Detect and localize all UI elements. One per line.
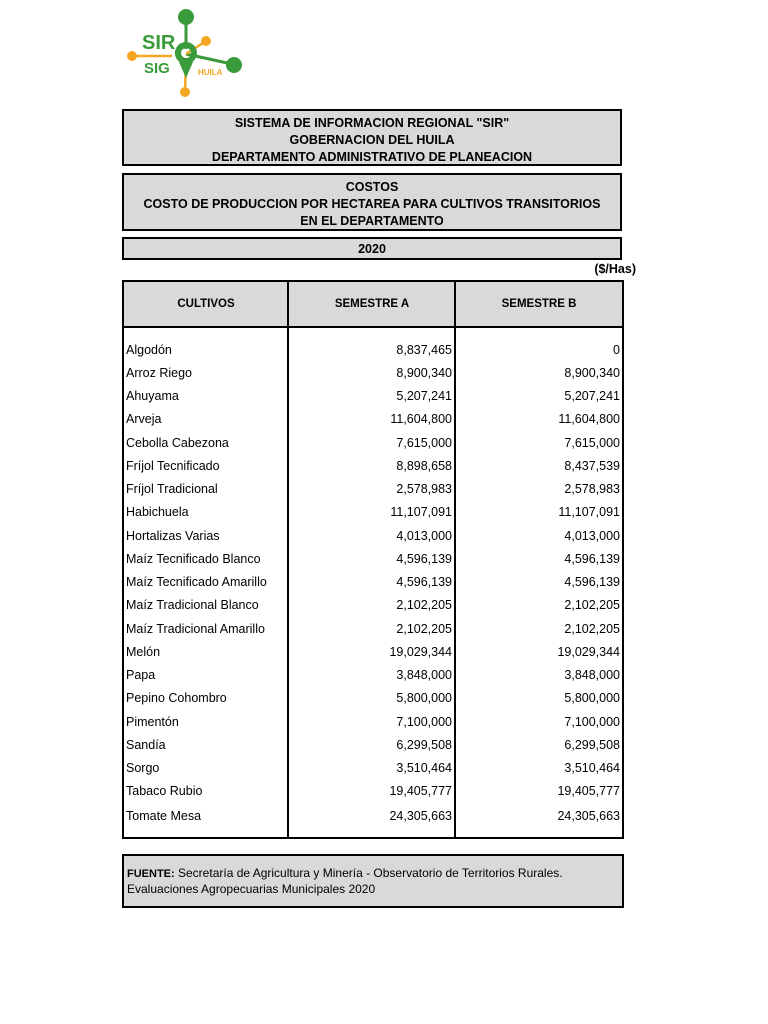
- semestre-b-cell: 11,107,091: [558, 505, 620, 519]
- table-row: [124, 780, 622, 803]
- table-row: [124, 618, 622, 641]
- table-row: [124, 408, 622, 431]
- crop-name-cell: Papa: [126, 668, 156, 682]
- semestre-a-cell: 11,604,800: [390, 412, 452, 426]
- table-row: [124, 385, 622, 408]
- semestre-b-cell: 4,013,000: [564, 529, 620, 543]
- table-row: [124, 525, 622, 548]
- semestre-a-cell: 19,405,777: [389, 784, 452, 798]
- header-line-3: DEPARTAMENTO ADMINISTRATIVO DE PLANEACION: [211, 150, 533, 164]
- crop-name-cell: Sorgo: [126, 761, 160, 775]
- year-box: [122, 237, 622, 260]
- semestre-a-cell: 11,107,091: [390, 505, 452, 519]
- source-line-1: Secretaría de Agricultura y Minería - Observatorio de Territorios Rurales.: [174, 866, 563, 880]
- semestre-b-cell: 8,437,539: [564, 459, 620, 473]
- semestre-b-cell: 4,596,139: [564, 575, 620, 589]
- crop-name-cell: Maíz Tradicional Blanco: [126, 598, 259, 612]
- table-row: [124, 594, 622, 617]
- semestre-a-cell: 2,102,205: [396, 622, 452, 636]
- crop-name-cell: Tabaco Rubio: [126, 784, 203, 798]
- semestre-b-cell: 19,029,344: [557, 645, 620, 659]
- semestre-b-cell: 3,848,000: [564, 668, 620, 682]
- year-label: 2020: [358, 242, 386, 256]
- table-row: [124, 734, 622, 757]
- semestre-b-cell: 2,102,205: [564, 622, 620, 636]
- crop-name-cell: Tomate Mesa: [126, 809, 202, 823]
- semestre-a-cell: 8,837,465: [396, 343, 452, 357]
- table-header: [124, 282, 622, 328]
- header-box: [122, 109, 622, 166]
- units-label: ($/Has): [594, 262, 636, 276]
- table-row: [124, 711, 622, 734]
- crop-name-cell: Hortalizas Varias: [126, 529, 220, 543]
- table-row: [124, 805, 622, 828]
- crop-name-cell: Ahuyama: [126, 389, 179, 403]
- semestre-b-cell: 7,100,000: [564, 715, 620, 729]
- crop-name-cell: Fríjol Tradicional: [126, 482, 218, 496]
- semestre-b-cell: 6,299,508: [564, 738, 620, 752]
- semestre-a-cell: 6,299,508: [396, 738, 452, 752]
- semestre-b-cell: 19,405,777: [557, 784, 620, 798]
- source-note: [122, 854, 624, 908]
- semestre-a-cell: 5,207,241: [396, 389, 452, 403]
- table-row: [124, 548, 622, 571]
- column-header-cultivos: CULTIVOS: [177, 298, 235, 310]
- table-row: [124, 339, 622, 362]
- semestre-a-cell: 5,800,000: [396, 691, 452, 705]
- header-line-1: SISTEMA DE INFORMACION REGIONAL "SIR": [234, 116, 510, 130]
- semestre-a-cell: 3,510,464: [396, 761, 452, 775]
- semestre-b-cell: 5,800,000: [564, 691, 620, 705]
- semestre-a-cell: 7,100,000: [396, 715, 452, 729]
- semestre-a-cell: 7,615,000: [396, 436, 452, 450]
- semestre-b-cell: 3,510,464: [564, 761, 620, 775]
- table-row: [124, 455, 622, 478]
- crop-name-cell: Pepino Cohombro: [126, 691, 227, 705]
- title-line-2: COSTO DE PRODUCCION POR HECTAREA PARA CULTIVOS TRANSITORIOS: [143, 197, 601, 211]
- title-line-1: COSTOS: [345, 180, 399, 194]
- header-line-2: GOBERNACION DEL HUILA: [289, 133, 455, 147]
- crop-name-cell: Arveja: [126, 412, 162, 426]
- table-row: [124, 664, 622, 687]
- crop-name-cell: Cebolla Cabezona: [126, 436, 229, 450]
- crop-name-cell: Maíz Tradicional Amarillo: [126, 622, 265, 636]
- source-label: FUENTE:: [127, 868, 175, 880]
- logo-sig-text: SIG: [144, 60, 170, 77]
- semestre-a-cell: 8,898,658: [396, 459, 452, 473]
- table-row: [124, 478, 622, 501]
- semestre-a-cell: 4,596,139: [396, 552, 452, 566]
- column-header-semestre-b: SEMESTRE B: [501, 298, 577, 310]
- sir-sig-logo: [124, 4, 248, 104]
- table-row: [124, 571, 622, 594]
- table-row: [124, 501, 622, 524]
- crop-name-cell: Pimentón: [126, 715, 179, 729]
- semestre-a-cell: 3,848,000: [396, 668, 452, 682]
- title-box: [122, 173, 622, 231]
- logo-sir-text: SIR: [142, 32, 176, 54]
- semestre-b-cell: 11,604,800: [558, 412, 620, 426]
- semestre-b-cell: 8,900,340: [564, 366, 620, 380]
- semestre-a-cell: 24,305,663: [389, 809, 452, 823]
- crop-name-cell: Maíz Tecnificado Blanco: [126, 552, 261, 566]
- table-row: [124, 362, 622, 385]
- semestre-b-cell: 24,305,663: [557, 809, 620, 823]
- semestre-a-cell: 2,102,205: [396, 598, 452, 612]
- semestre-a-cell: 4,596,139: [396, 575, 452, 589]
- semestre-b-cell: 2,102,205: [564, 598, 620, 612]
- crop-name-cell: Habichuela: [126, 505, 189, 519]
- crop-name-cell: Fríjol Tecnificado: [126, 459, 220, 473]
- crop-name-cell: Arroz Riego: [126, 366, 192, 380]
- crop-name-cell: Sandía: [126, 738, 166, 752]
- table-row: [124, 432, 622, 455]
- semestre-a-cell: 19,029,344: [389, 645, 452, 659]
- logo-huila-text: HUILA: [198, 68, 223, 77]
- source-line-2: Evaluaciones Agropecuarias Municipales 2020: [127, 882, 376, 896]
- semestre-a-cell: 8,900,340: [396, 366, 452, 380]
- crop-name-cell: Algodón: [126, 343, 172, 357]
- table-row: [124, 757, 622, 780]
- column-header-semestre-a: SEMESTRE A: [334, 298, 410, 310]
- semestre-b-cell: 5,207,241: [564, 389, 620, 403]
- semestre-b-cell: 2,578,983: [564, 482, 620, 496]
- table-row: [124, 641, 622, 664]
- semestre-a-cell: 2,578,983: [396, 482, 452, 496]
- crop-name-cell: Maíz Tecnificado Amarillo: [126, 575, 267, 589]
- semestre-b-cell: 0: [613, 343, 620, 357]
- costs-table: [122, 280, 624, 839]
- semestre-b-cell: 7,615,000: [564, 436, 620, 450]
- title-line-3: EN EL DEPARTAMENTO: [300, 214, 444, 228]
- crop-name-cell: Melón: [126, 645, 161, 659]
- table-row: [124, 687, 622, 710]
- semestre-b-cell: 4,596,139: [564, 552, 620, 566]
- semestre-a-cell: 4,013,000: [396, 529, 452, 543]
